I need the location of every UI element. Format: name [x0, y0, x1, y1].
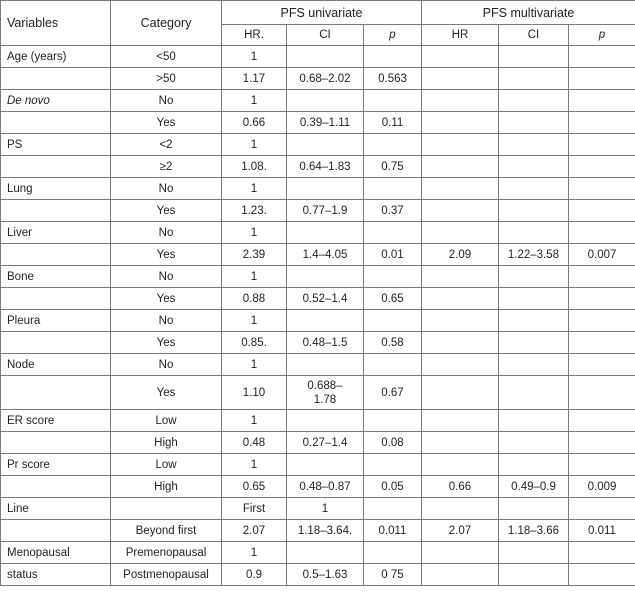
uni-ci-cell: 0.64–1.83	[287, 156, 364, 178]
variable-cell: Age (years)	[1, 46, 111, 68]
table-row	[1, 134, 635, 156]
uni-p-cell	[364, 354, 422, 376]
uni-p-cell: 0.011	[364, 520, 422, 542]
uni-hr-cell: 0.48	[222, 432, 287, 454]
multi-p-cell: 0.009	[569, 476, 635, 498]
multi-ci-cell: 1.18–3.66	[499, 520, 569, 542]
multi-p-cell	[569, 410, 635, 432]
multi-hr-cell: 2.07	[422, 520, 499, 542]
uni-ci-header: CI	[287, 25, 364, 46]
multi-hr-cell	[422, 454, 499, 476]
variable-cell: PS	[1, 134, 111, 156]
uni-hr-cell: First	[222, 498, 287, 520]
multi-ci-cell	[499, 90, 569, 112]
category-cell: Yes	[111, 332, 222, 354]
table-row	[1, 288, 635, 310]
multi-ci-cell	[499, 46, 569, 68]
category-cell: <50	[111, 46, 222, 68]
multi-hr-cell	[422, 288, 499, 310]
multi-p-cell	[569, 178, 635, 200]
table-row	[1, 46, 635, 68]
variable-cell: Pr score	[1, 454, 111, 476]
multi-hr-cell	[422, 68, 499, 90]
multi-ci-header: CI	[499, 25, 569, 46]
multi-ci-cell	[499, 376, 569, 410]
multi-p-cell	[569, 432, 635, 454]
uni-hr-cell: 1	[222, 410, 287, 432]
variable-cell: status	[1, 564, 111, 586]
table-row	[1, 310, 635, 332]
category-cell: >50	[111, 68, 222, 90]
variable-cell	[1, 112, 111, 134]
uni-hr-cell: 0.9	[222, 564, 287, 586]
uni-ci-cell: 1	[287, 498, 364, 520]
uni-p-cell	[364, 310, 422, 332]
multi-ci-cell: 0.49–0.9	[499, 476, 569, 498]
table-row	[1, 332, 635, 354]
uni-ci-cell	[287, 266, 364, 288]
multi-p-cell	[569, 46, 635, 68]
uni-ci-cell: 0.5–1.63	[287, 564, 364, 586]
table-row	[1, 498, 635, 520]
uni-hr-cell: 0.85.	[222, 332, 287, 354]
multi-hr-cell	[422, 112, 499, 134]
multi-ci-cell	[499, 178, 569, 200]
multi-p-cell	[569, 376, 635, 410]
category-cell: Postmenopausal	[111, 564, 222, 586]
category-cell: No	[111, 354, 222, 376]
uni-hr-header: HR.	[222, 25, 287, 46]
table-row	[1, 454, 635, 476]
uni-ci-cell: 1.4–4.05	[287, 244, 364, 266]
category-cell: No	[111, 90, 222, 112]
multi-p-cell	[569, 542, 635, 564]
uni-hr-cell: 1	[222, 454, 287, 476]
variable-cell	[1, 68, 111, 90]
uni-hr-cell: 1.10	[222, 376, 287, 410]
uni-hr-cell: 0.66	[222, 112, 287, 134]
multi-hr-cell	[422, 178, 499, 200]
multi-ci-cell	[499, 266, 569, 288]
uni-p-cell: 0.11	[364, 112, 422, 134]
uni-ci-cell	[287, 90, 364, 112]
uni-ci-cell: 0.48–0.87	[287, 476, 364, 498]
multi-hr-cell: 0.66	[422, 476, 499, 498]
uni-p-cell	[364, 498, 422, 520]
variable-cell	[1, 376, 111, 410]
multi-ci-cell	[499, 498, 569, 520]
variable-cell	[1, 332, 111, 354]
category-cell: No	[111, 178, 222, 200]
uni-hr-cell: 0.88	[222, 288, 287, 310]
uni-p-cell	[364, 266, 422, 288]
multi-ci-cell: 1.22–3.58	[499, 244, 569, 266]
variable-cell	[1, 200, 111, 222]
uni-ci-cell	[287, 134, 364, 156]
category-cell: Yes	[111, 288, 222, 310]
multi-ci-cell	[499, 134, 569, 156]
variables-header: Variables	[1, 1, 111, 46]
uni-ci-cell: 1.18–3.64.	[287, 520, 364, 542]
variable-cell: De novo	[1, 90, 111, 112]
table-row	[1, 90, 635, 112]
multi-hr-cell	[422, 90, 499, 112]
multi-ci-cell	[499, 200, 569, 222]
multi-hr-cell	[422, 310, 499, 332]
variable-cell: Liver	[1, 222, 111, 244]
table-row	[1, 244, 635, 266]
uni-p-cell: 0.05	[364, 476, 422, 498]
category-cell: <2	[111, 134, 222, 156]
uni-hr-cell: 1.08.	[222, 156, 287, 178]
header-row	[1, 1, 635, 25]
multi-p-cell: 0.011	[569, 520, 635, 542]
uni-ci-cell	[287, 310, 364, 332]
table-row	[1, 564, 635, 586]
table-row	[1, 266, 635, 288]
uni-hr-cell: 0.65	[222, 476, 287, 498]
uni-p-cell	[364, 46, 422, 68]
multi-ci-cell	[499, 68, 569, 90]
table-row	[1, 432, 635, 454]
category-cell: Premenopausal	[111, 542, 222, 564]
variable-cell	[1, 288, 111, 310]
uni-p-cell: 0 75	[364, 564, 422, 586]
multi-p-cell	[569, 266, 635, 288]
category-cell: Low	[111, 410, 222, 432]
multi-hr-cell: 2.09	[422, 244, 499, 266]
multi-hr-cell	[422, 354, 499, 376]
multi-hr-cell	[422, 332, 499, 354]
category-cell	[111, 498, 222, 520]
uni-ci-cell: 0.77–1.9	[287, 200, 364, 222]
uni-ci-cell: 0.688– 1.78	[287, 376, 364, 410]
multi-ci-cell	[499, 156, 569, 178]
multi-hr-cell	[422, 564, 499, 586]
uni-hr-cell: 2.39	[222, 244, 287, 266]
uni-hr-cell: 1	[222, 178, 287, 200]
variable-cell: ER score	[1, 410, 111, 432]
category-cell: High	[111, 476, 222, 498]
variable-cell: Menopausal	[1, 542, 111, 564]
multi-ci-cell	[499, 288, 569, 310]
uni-hr-cell: 1	[222, 542, 287, 564]
table-row	[1, 156, 635, 178]
uni-hr-cell: 2.07	[222, 520, 287, 542]
uni-hr-cell: 1	[222, 310, 287, 332]
category-cell: Yes	[111, 112, 222, 134]
multi-p-cell	[569, 90, 635, 112]
multi-p-cell	[569, 564, 635, 586]
multi-ci-cell	[499, 410, 569, 432]
table-row	[1, 354, 635, 376]
table-row	[1, 68, 635, 90]
uni-hr-cell: 1	[222, 266, 287, 288]
multi-hr-cell	[422, 200, 499, 222]
multi-hr-cell	[422, 432, 499, 454]
variable-cell	[1, 520, 111, 542]
table-row	[1, 376, 635, 410]
uni-ci-cell	[287, 354, 364, 376]
variable-cell	[1, 432, 111, 454]
variable-cell	[1, 244, 111, 266]
uni-hr-cell: 1	[222, 354, 287, 376]
multi-p-cell	[569, 156, 635, 178]
uni-p-cell	[364, 134, 422, 156]
variable-cell: Bone	[1, 266, 111, 288]
multi-p-cell	[569, 68, 635, 90]
table-row	[1, 542, 635, 564]
uni-ci-cell	[287, 46, 364, 68]
multi-hr-cell	[422, 376, 499, 410]
uni-p-cell	[364, 90, 422, 112]
category-cell: Yes	[111, 200, 222, 222]
pfs-multivariate-header: PFS multivariate	[422, 1, 635, 25]
category-cell: High	[111, 432, 222, 454]
uni-hr-cell: 1.23.	[222, 200, 287, 222]
uni-hr-cell: 1	[222, 134, 287, 156]
uni-p-cell	[364, 454, 422, 476]
multi-p-cell	[569, 354, 635, 376]
multi-p-header: p	[569, 25, 635, 46]
category-cell: No	[111, 310, 222, 332]
multi-p-cell	[569, 454, 635, 476]
uni-ci-cell: 0.27–1.4	[287, 432, 364, 454]
uni-hr-cell: 1.17	[222, 68, 287, 90]
multi-hr-header: HR	[422, 25, 499, 46]
category-cell: ≥2	[111, 156, 222, 178]
uni-p-cell: 0.58	[364, 332, 422, 354]
uni-p-cell: 0.65	[364, 288, 422, 310]
table-row	[1, 112, 635, 134]
table-row	[1, 476, 635, 498]
uni-p-cell	[364, 542, 422, 564]
category-cell: Beyond first	[111, 520, 222, 542]
multi-ci-cell	[499, 222, 569, 244]
table-row	[1, 222, 635, 244]
multi-ci-cell	[499, 454, 569, 476]
uni-ci-cell	[287, 410, 364, 432]
uni-ci-cell	[287, 454, 364, 476]
uni-ci-cell	[287, 178, 364, 200]
variable-cell	[1, 476, 111, 498]
multi-p-cell	[569, 112, 635, 134]
uni-ci-cell: 0.39–1.11	[287, 112, 364, 134]
multi-hr-cell	[422, 46, 499, 68]
uni-p-cell: 0.37	[364, 200, 422, 222]
variable-cell: Node	[1, 354, 111, 376]
multi-ci-cell	[499, 542, 569, 564]
uni-ci-cell: 0.68–2.02	[287, 68, 364, 90]
multi-p-cell	[569, 222, 635, 244]
uni-p-cell: 0.563	[364, 68, 422, 90]
category-header: Category	[111, 1, 222, 46]
uni-p-header: p	[364, 25, 422, 46]
table-row	[1, 410, 635, 432]
uni-p-cell: 0.75	[364, 156, 422, 178]
variable-cell: Lung	[1, 178, 111, 200]
multi-p-cell	[569, 200, 635, 222]
uni-ci-cell: 0.48–1.5	[287, 332, 364, 354]
category-cell: No	[111, 222, 222, 244]
category-cell: Yes	[111, 376, 222, 410]
table-row	[1, 520, 635, 542]
uni-p-cell	[364, 410, 422, 432]
uni-ci-cell: 0.52–1.4	[287, 288, 364, 310]
multi-ci-cell	[499, 564, 569, 586]
multi-ci-cell	[499, 432, 569, 454]
uni-p-cell: 0.67	[364, 376, 422, 410]
multi-ci-cell	[499, 310, 569, 332]
pfs-univariate-header: PFS univariate	[222, 1, 422, 25]
multi-ci-cell	[499, 112, 569, 134]
uni-p-cell: 0.08	[364, 432, 422, 454]
multi-ci-cell	[499, 332, 569, 354]
multi-hr-cell	[422, 410, 499, 432]
table-row	[1, 200, 635, 222]
multi-hr-cell	[422, 156, 499, 178]
uni-p-cell	[364, 178, 422, 200]
multi-ci-cell	[499, 354, 569, 376]
variable-cell: Line	[1, 498, 111, 520]
multi-hr-cell	[422, 266, 499, 288]
variable-cell	[1, 156, 111, 178]
multi-p-cell: 0.007	[569, 244, 635, 266]
category-cell: Yes	[111, 244, 222, 266]
category-cell: No	[111, 266, 222, 288]
uni-hr-cell: 1	[222, 46, 287, 68]
multi-p-cell	[569, 288, 635, 310]
uni-hr-cell: 1	[222, 90, 287, 112]
multi-p-cell	[569, 332, 635, 354]
multi-hr-cell	[422, 498, 499, 520]
variable-cell: Pleura	[1, 310, 111, 332]
multi-p-cell	[569, 134, 635, 156]
multi-hr-cell	[422, 222, 499, 244]
multi-p-cell	[569, 310, 635, 332]
multi-p-cell	[569, 498, 635, 520]
uni-ci-cell	[287, 222, 364, 244]
uni-p-cell: 0.01	[364, 244, 422, 266]
table-row	[1, 178, 635, 200]
category-cell: Low	[111, 454, 222, 476]
uni-p-cell	[364, 222, 422, 244]
uni-ci-cell	[287, 542, 364, 564]
multi-hr-cell	[422, 134, 499, 156]
uni-hr-cell: 1	[222, 222, 287, 244]
multi-hr-cell	[422, 542, 499, 564]
